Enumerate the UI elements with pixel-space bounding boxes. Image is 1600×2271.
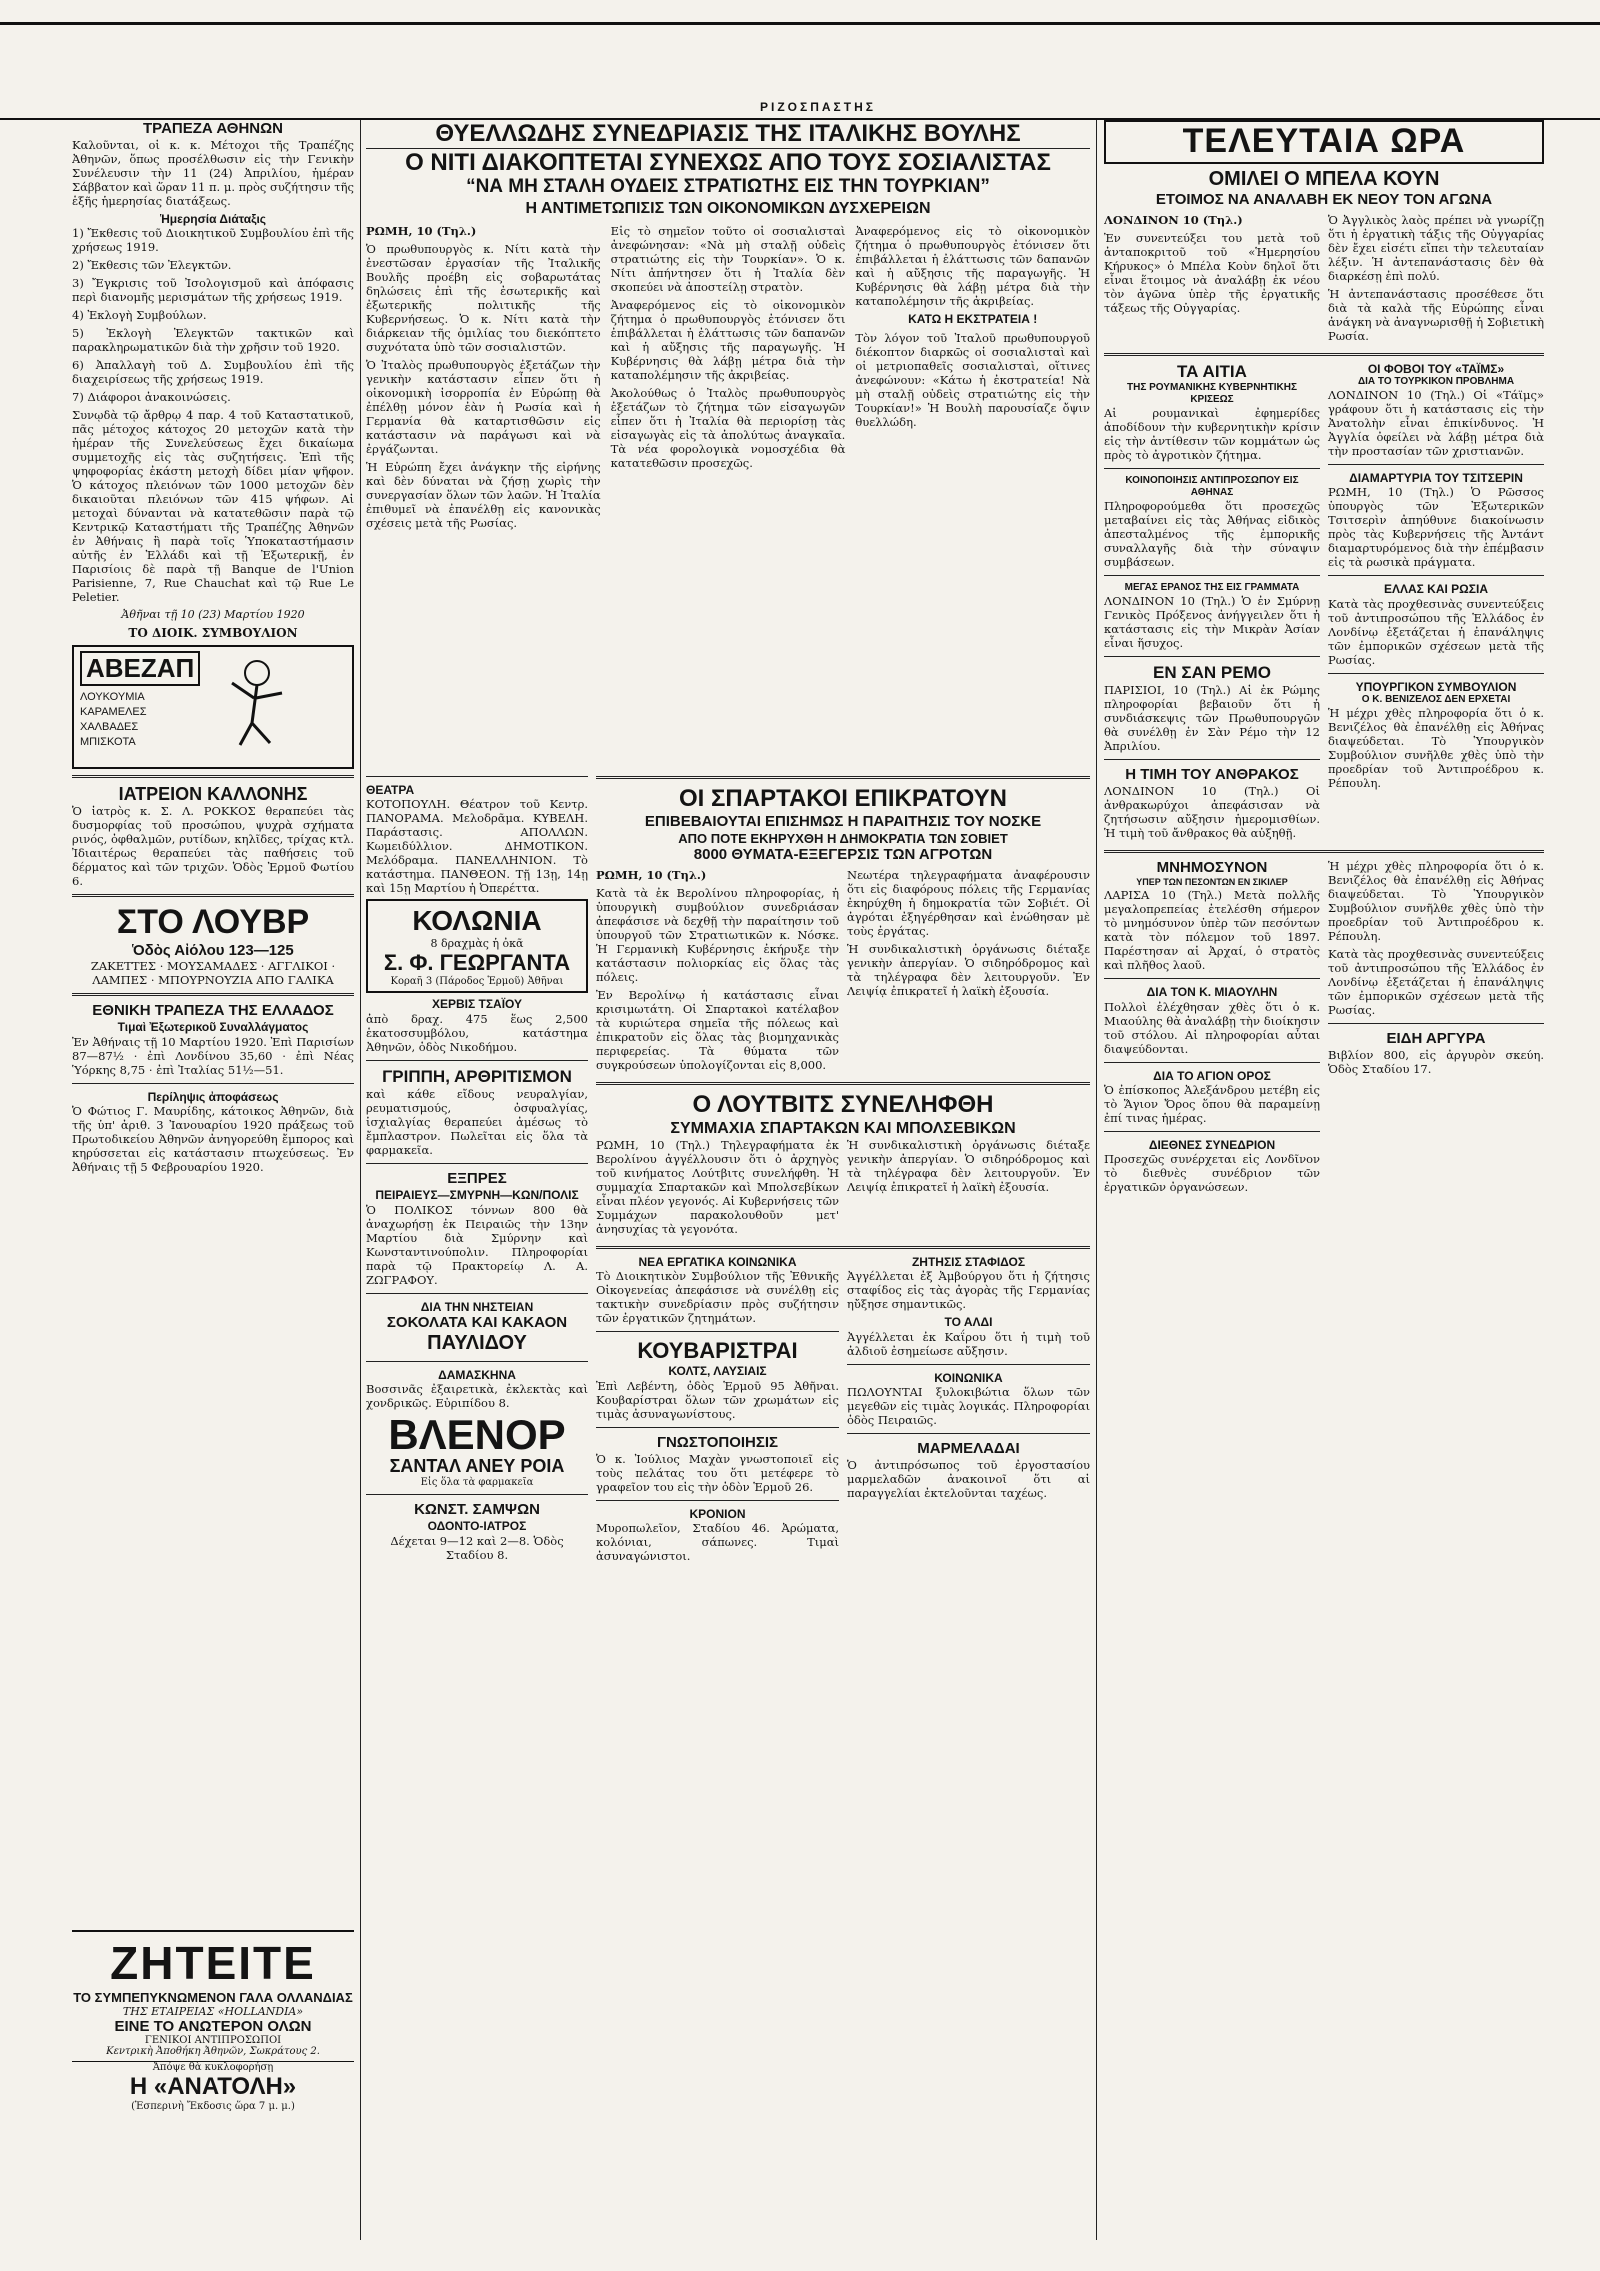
vlenor-title: ΒΛΕΝΟΡ bbox=[388, 1411, 566, 1459]
zitite-line: ΓΕΝΙΚΟΙ ΑΝΤΙΠΡΟΣΩΠΟΙ bbox=[144, 2035, 282, 2046]
article-paragraph: Ἀναφερόμενος εἰς τὸ οἰκονομικὸν ζήτημα ὁ πρωθυπουργὸς ἐτόνισεν ὅτι ἐπιβάλλεται ἡ ἐλάττωσις τῶν δαπανῶν καὶ ἡ αὔξησις τῆς παραγωγῆς. Ἡ Κυβέρνησις θὰ λάβῃ μέτρα διὰ τὴν καταπολέμησιν τῆς ἀκριβείας. bbox=[610, 298, 846, 383]
divider bbox=[1104, 1062, 1320, 1063]
main-top bbox=[366, 120, 1090, 770]
article-paragraph: Εἰς τὸ σημεῖον τοῦτο οἱ σοσιαλισταὶ ἀνεφώνησαν: «Νὰ μὴ σταλῇ οὐδεὶς στρατιώτης εἰς τὴν Τουρκίαν». Ὁ κ. Νίτι ἀπήντησεν ὅτι ἡ Ἰταλία δὲν σκοπεύει νὰ ἀποστείλῃ στρατὸν. bbox=[610, 224, 846, 295]
top-rule bbox=[0, 22, 1600, 25]
headline: ΑΠΟ ΠΟΤΕ ΕΚΗΡΥΧΘΗ Η ΔΗΜΟΚΡΑΤΙΑ ΤΩΝ ΣΟΒΙΕΤ bbox=[678, 830, 1008, 846]
samson-sub: ΟΔΟΝΤΟ-ΙΑΤΡΟΣ bbox=[427, 1519, 527, 1534]
article-paragraph: Ὁ ἀντιπρόσωπος τοῦ ἐργοστασίου μαρμελαδῶν ἀνακοινοῖ ὅτι αἱ παραγγελίαι ἐκτελοῦνται ταχέως. bbox=[847, 1458, 1090, 1501]
bank-intro: Καλοῦνται, οἱ κ. κ. Μέτοχοι τῆς Τραπέζης Ἀθηνῶν, ὅπως προσέλθωσιν εἰς τὴν Γενικὴν Συνέλευσιν τὴν 11 (24) Ἀπριλίου, ἡμέραν Σάββατον καὶ ὥραν 11 π. μ. πρὸς συζήτησιν τῆς ἑξῆς ἡμερησίας διατάξεως. bbox=[72, 138, 354, 208]
article-paragraph: Τὸ Διοικητικὸν Συμβούλιον τῆς Ἐθνικῆς Οἰκογενείας ἀπεφάσισε νὰ συνέλθῃ εἰς τακτικὴν συνεδρίασιν πρὸς συζήτησιν τῶν ἐργατικῶν ζητημάτων. bbox=[596, 1269, 839, 1326]
kolonia-sub: 8 δραχμὰς ἡ ὀκᾶ bbox=[430, 937, 524, 951]
kouv-sub: ΚΟΛΤΣ, ΛΑΥΣΙΑΙΣ bbox=[668, 1364, 767, 1379]
vlenor-sub: Εἰς ὅλα τὰ φαρμακεῖα bbox=[420, 1477, 534, 1489]
notice-title: Περίληψις ἀποφάσεως bbox=[147, 1089, 279, 1104]
subheading: ΚΟΙΝΩΝΙΚΑ bbox=[934, 1370, 1003, 1385]
column-left bbox=[72, 120, 354, 2240]
georganta-address: Κοραῆ 3 (Πάροδος Ἑρμοῦ) Ἀθῆναι bbox=[390, 976, 564, 988]
divider bbox=[72, 775, 354, 778]
subheading: ΤΗΣ ΡΟΥΜΑΝΙΚΗΣ ΚΥΒΕΡΝΗΤΙΚΗΣ ΚΡΙΣΕΩΣ bbox=[1127, 382, 1297, 406]
article-paragraph: ΛΟΝΔΙΝΟΝ 10 (Τηλ.) Ὁ ἐν Σμύρνῃ Γενικὸς Πρόξενος ἀνήγγειλεν ὅτι ἡ κατάστασις εἰς τὴν Μικρὰν Ἀσίαν εἶναι ἥσυχος. bbox=[1104, 594, 1320, 651]
anatoli-title: Η «ΑΝΑΤΟΛΗ» bbox=[129, 2073, 297, 2100]
agenda-item: 5) Ἐκλογὴ Ἐλεγκτῶν τακτικῶν καὶ παρακληρωματικῶν διὰ τὴν χρῆσιν τοῦ 1920. bbox=[72, 326, 354, 355]
anatoli-sub: (Ἑσπερινὴ Ἔκδοσις ὥρα 7 μ. μ.) bbox=[131, 2101, 295, 2112]
subheading: ΤΑ ΑΙΤΙΑ bbox=[1177, 361, 1247, 381]
expres-body: Ὁ ΠΟΛΙΚΟΣ τόννων 800 θὰ ἀναχωρήσῃ ἐκ Πειραιῶς τὴν 13ην Μαρτίου διὰ Σμύρνην καὶ Κωνσταντινούπολιν. Πληροφορίαι παρὰ τῷ Πρακτορείῳ Λ. Α. ΖΩΓΡΑΦΟΥ. bbox=[366, 1202, 588, 1287]
georganta-name: Σ. Φ. ΓΕΩΡΓΑΝΤΑ bbox=[383, 950, 571, 976]
headline: ΘΥΕΛΛΩΔΗΣ ΣΥΝΕΔΡΙΑΣΙΣ ΤΗΣ ΙΤΑΛΙΚΗΣ ΒΟΥΛΗΣ bbox=[366, 120, 1090, 149]
divider bbox=[72, 894, 354, 897]
kolonia-ad bbox=[366, 899, 588, 993]
subheading: ΚΟΙΝΟΠΟΙΗΣΙΣ ΑΝΤΙΠΡΟΣΩΠΟΥ ΕΙΣ ΑΘΗΝΑΣ bbox=[1125, 475, 1299, 499]
headline: Η ΑΝΤΙΜΕΤΩΠΙΣΙΣ ΤΩΝ ΟΙΚΟΝΟΜΙΚΩΝ ΔΥΣΧΕΡΕΙΩΝ bbox=[525, 199, 931, 217]
headline: ΤΕΛΕΥΤΑΙΑ ΩΡΑ bbox=[1104, 120, 1544, 164]
damaskina-body: Βοσσινᾶς ἐξαιρετικὰ, ἐκλεκτὰς καὶ χονδρικῶς. Εὐριπίδου 8. bbox=[366, 1382, 588, 1411]
headline: ΕΤΟΙΜΟΣ ΝΑ ΑΝΑΛΑΒΗ ΕΚ ΝΕΟΥ ΤΟΝ ΑΓΩΝΑ bbox=[1155, 190, 1493, 208]
headline: 8000 ΘΥΜΑΤΑ-ΕΞΕΓΕΡΣΙΣ ΤΩΝ ΑΓΡΟΤΩΝ bbox=[693, 846, 993, 864]
tsai-title: ΧΕΡΒΙΣ ΤΣΑΪΟΥ bbox=[431, 997, 523, 1012]
agenda-item: 7) Διάφοροι ἀνακοινώσεις. bbox=[72, 390, 231, 405]
subheading: ΜΑΡΜΕΛΑΔΑΙ bbox=[917, 1440, 1020, 1458]
article-paragraph: Ἡ συνδικαλιστικὴ ὀργάνωσις διέταξε γενικὴν ἀπεργίαν. Ὁ σιδηρόδρομος καὶ τὰ τηλέγραφα δὲν λειτουργοῦν. Ἐν Λειψίᾳ ἐπικρατεῖ ἡ λαϊκὴ ἐξουσία. bbox=[847, 942, 1090, 999]
article-paragraph: Μυροπωλεῖον, Σταδίου 46. Ἀρώματα, κολόνιαι, σάπωνες. Τιμαὶ ἀσυναγώνιστοι. bbox=[596, 1521, 839, 1564]
theatre-title: ΘΕΑΤΡΑ bbox=[366, 783, 415, 797]
cherub-illustration bbox=[212, 653, 302, 749]
abezap-item: ΛΟΥΚΟΥΜΙΑ bbox=[80, 690, 145, 703]
subheading: ΤΟ ΑΛΔΙ bbox=[944, 1315, 993, 1330]
article-paragraph: Ὁ ἐπίσκοπος Ἀλεξάνδρου μετέβη εἰς τὸ Ἅγιον Ὄρος ὅπου θὰ παραμείνῃ ἐπί τινας ἡμέρας. bbox=[1104, 1083, 1320, 1126]
article-paragraph: Πολλοὶ ἐλέχθησαν χθὲς ὅτι ὁ κ. Μιαούλης θὰ ἀναλάβῃ τὴν διοίκησιν τοῦ στόλου. Αἱ πληροφορίαι αὗται διαψεύδονται. bbox=[1104, 999, 1320, 1056]
agenda-item: 3) Ἔγκρισις τοῦ Ἰσολογισμοῦ καὶ ἀπόφασις περὶ διανομῆς μερισμάτων τῆς χρήσεως 1919. bbox=[72, 276, 354, 305]
agenda-item: 1) Ἔκθεσις τοῦ Διοικητικοῦ Συμβουλίου ἐπὶ τῆς χρήσεως 1919. bbox=[72, 226, 354, 255]
subheading: ΔΙΑ ΤΟ ΤΟΥΡΚΙΚΟΝ ΠΡΟΒΛΗΜΑ bbox=[1357, 376, 1515, 388]
headline: Ο ΝΙΤΙ ΔΙΑΚΟΠΤΕΤΑΙ ΣΥΝΕΧΩΣ ΑΠΟ ΤΟΥΣ ΣΟΣΙΑΛΙΣΤΑΣ bbox=[405, 148, 1051, 176]
article-paragraph: Ἡ μέχρι χθὲς πληροφορία ὅτι ὁ κ. Βενιζέλος θὰ ἐπανέλθῃ εἰς Ἀθήνας διαψεύδεται. Τὸ Ὑπουργικὸν Συμβούλιον συνῆλθε χθὲς ὑπὸ τὴν προεδρίαν τοῦ Ἀντιπροέδρου κ. Ρέπουλη. bbox=[1328, 859, 1544, 944]
subheading: ΚΡΟΝΙΟΝ bbox=[689, 1506, 746, 1521]
louvre-items: ΖΑΚΕΤΤΕΣ · ΜΟΥΣΑΜΑΔΕΣ · ΑΓΓΛΙΚΟΙ · ΛΑΜΠΕΣ · ΜΠΟΥΡΝΟΥΖΙΑ ΑΠΟ ΓΑΛΙΚΑ bbox=[90, 959, 336, 988]
samson-title: ΚΩΝΣΤ. ΣΑΜΨΩΝ bbox=[414, 1501, 540, 1519]
divider bbox=[1328, 575, 1544, 576]
subheading: ΕΛΛΑΣ ΚΑΙ ΡΩΣΙΑ bbox=[1383, 582, 1489, 597]
article-paragraph: Ἀγγέλλεται ἐξ Ἀμβούργου ὅτι ἡ ζήτησις σταφίδος εἰς τὰς ἀγορὰς τῆς Γερμανίας ηὔξησε σημαντικῶς. bbox=[847, 1269, 1090, 1312]
divider bbox=[1104, 759, 1320, 760]
article-paragraph: Ἡ συνδικαλιστικὴ ὀργάνωσις διέταξε γενικὴν ἀπεργίαν. Ὁ σιδηρόδρομος καὶ τὰ τηλέγραφα δὲν λειτουργοῦν. Ἐν Λειψίᾳ ἐπικρατεῖ ἡ λαϊκὴ ἐξουσία. bbox=[847, 1137, 1090, 1194]
zitite-line: ΤΟ ΣΥΜΠΕΠΥΚΝΩΜΕΝΟΝ ΓΑΛΑ ΟΛΛΑΝΔΙΑΣ bbox=[73, 1990, 353, 2005]
divider bbox=[1104, 656, 1320, 657]
louvre-title: ΣΤΟ ΛΟΥΒΡ bbox=[116, 903, 310, 942]
subheading: ΔΙΑ ΤΟΝ Κ. ΜΙΑΟΥΛΗΝ bbox=[1146, 985, 1278, 1000]
divider bbox=[596, 1246, 1090, 1249]
center-news bbox=[596, 770, 1090, 2240]
article-paragraph: ΛΑΡΙΣΑ 10 (Τηλ.) Μετὰ πολλῆς μεγαλοπρεπείας ἐτελέσθη σήμερον τὸ μνημόσυνον ὑπὲρ τῶν πεσόντων κατὰ τὸν πόλεμον τοῦ 1897. Παρέστησαν αἱ Ἀρχαί, ὁ στρατὸς καὶ πλῆθος λαοῦ. bbox=[1104, 888, 1320, 973]
divider bbox=[596, 1082, 1090, 1085]
zitite-line: ΤΗΣ ΕΤΑΙΡΕΙΑΣ «HOLLANDIA» bbox=[122, 2005, 304, 2018]
divider bbox=[596, 1427, 839, 1428]
kolonia-title: ΚΟΛΩΝΙΑ bbox=[412, 905, 542, 937]
sokolata-title: ΣΟΚΟΛΑΤΑ ΚΑΙ ΚΑΚΑΟΝ bbox=[386, 1313, 568, 1331]
zitite-title: ΖΗΤΕΙΤΕ bbox=[110, 1937, 316, 1989]
article-paragraph: Ὁ Ἀγγλικὸς λαὸς πρέπει νὰ γνωρίζῃ ὅτι ἡ ἐργατικὴ τάξις τῆς Οὐγγαρίας δὲν ἔχει εἰσέτι εἴπει τὴν τελευταίαν λέξιν. Ἡ ἀντεπανάστασις δὲν θὰ διαρκέσῃ ἐπὶ πολύ. bbox=[1328, 212, 1544, 283]
subheading: ΟΙ ΦΟΒΟΙ ΤΟΥ «ΤΑΪΜΣ» bbox=[1367, 361, 1505, 376]
divider bbox=[1328, 464, 1544, 465]
agenda-item: 4) Ἐκλογὴ Συμβούλων. bbox=[72, 308, 207, 323]
divider bbox=[847, 1364, 1090, 1365]
subheading: Ο Κ. ΒΕΝΙΖΕΛΟΣ ΔΕΝ ΕΡΧΕΤΑΙ bbox=[1361, 694, 1511, 706]
article-paragraph: ΛΟΝΔΙΝΟΝ 10 (Τηλ.) Οἱ «Τάϊμς» γράφουν ὅτι ἡ κατάστασις εἰς τὴν Ἀνατολὴν εἶναι ἐπικίνδυνος. Ἡ Ἀγγλία ὀφείλει νὰ λάβῃ μέτρα διὰ τὴν προστασίαν τῶν χριστιανῶν. bbox=[1328, 388, 1544, 459]
subheading: ΔΙΑ ΤΟ ΑΓΙΟΝ ΟΡΟΣ bbox=[1153, 1068, 1271, 1083]
damaskina-title: ΔΑΜΑΣΚΗΝΑ bbox=[438, 1367, 516, 1382]
kallonis-body: Ὁ ἰατρὸς κ. Σ. Λ. ΡΟΚΚΟΣ θεραπεύει τὰς δυσμορφίας τοῦ προσώπου, ψυχρὰ σχήματα ρινός, ὀφθαλμῶν, ρυτίδων, κηλῖδες, τρίχας κτλ. Ἰδιαιτέρως θεραπεύει τὰς παθήσεις τοῦ δέρματος καὶ τῶν τριχῶν. Ὁδὸς Ἑρμοῦ Φωτίου 6. bbox=[72, 804, 354, 889]
article-paragraph: Τὸν λόγον τοῦ Ἰταλοῦ πρωθυπουργοῦ διέκοπτον διαρκῶς οἱ σοσιαλισταὶ καὶ οἱ μετριοπαθεῖς σοσιαλισταὶ, οἵτινες ἀνεφώνουν: «Κάτω ἡ ἐκστρατεία! Νὰ μὴ σταλῇ οὐδεὶς στρατιώτης εἰς τὴν Τουρκίαν!» Ἡ Βουλὴ παρουσίαζε ὄψιν θυελλώδη. bbox=[855, 330, 1090, 429]
agenda-item: 2) Ἔκθεσις τῶν Ἐλεγκτῶν. bbox=[72, 258, 232, 273]
gripi-title: ΓΡΙΠΠΗ, ΑΡΘΡΙΤΙΣΜΟΝ bbox=[382, 1066, 572, 1086]
zitite-ad bbox=[72, 1930, 354, 2122]
divider bbox=[596, 776, 1090, 779]
divider bbox=[366, 1163, 588, 1164]
article-paragraph: Νεωτέρα τηλεγραφήματα ἀναφέρουσιν ὅτι εἰς διαφόρους πόλεις τῆς Γερμανίας ἐκηρύχθη ἡ δημοκρατία τῶν Σοβιέτ. Οἱ ἀγρόται ἐξηγέρθησαν καὶ ἐνώθησαν μὲ τοὺς ἐργάτας. bbox=[847, 868, 1090, 939]
louvre-address: Ὁδὸς Αἰόλου 123—125 bbox=[132, 942, 294, 960]
gripi-body: καὶ κάθε εἴδους νευραλγίαν, ρευματισμούς, ὀσφυαλγίας, ἰσχιαλγίας θεραπεύει ἀμέσως τὸ ἔμπλαστρον. Πωλεῖται εἰς ὅλα τὰ φαρμακεῖα. bbox=[366, 1087, 588, 1158]
subheading: ΖΗΤΗΣΙΣ ΣΤΑΦΙΔΟΣ bbox=[911, 1254, 1026, 1269]
article-paragraph: Ἀκολούθως ὁ Ἰταλὸς πρωθυπουργὸς ἐξετάζων τὸ ζήτημα τῶν εἰσαγωγῶν εἶπεν ὅτι ἡ Ἰταλία θὰ περιορίσῃ τὰς εἰσαγωγὰς εἰς τὰ ἀπολύτως ἀναγκαῖα. Τὰ νέα φορολογικὰ νομοσχέδια θὰ κατατεθῶσιν προσεχῶς. bbox=[610, 386, 846, 471]
abezap-ad bbox=[72, 645, 354, 769]
divider bbox=[1328, 1023, 1544, 1024]
article-paragraph: ΛΟΝΔΙΝΟΝ 10 (Τηλ.) Οἱ ἀνθρακωρύχοι ἀπεφάσισαν νὰ ζητήσωσιν αὔξησιν ἡμερομισθίων. Ἡ τιμὴ τοῦ ἄνθρακος θὰ αὐξηθῇ. bbox=[1104, 784, 1320, 841]
divider bbox=[1104, 575, 1320, 576]
abezap-title: ΑΒΕΖΑΠ bbox=[80, 651, 200, 686]
samson-body: Δέχεται 9—12 καὶ 2—8. Ὁδὸς Σταδίου 8. bbox=[390, 1533, 564, 1562]
subheading: ΜΕΓΑΣ ΕΡΑΝΟΣ ΤΗΣ ΕΙΣ ΓΡΑΜΜΑΤΑ bbox=[1124, 582, 1300, 594]
subheading: ΜΝΗΜΟΣΥΝΟΝ bbox=[1156, 859, 1268, 877]
article-paragraph: ΡΩΜΗ, 10 (Τηλ.) Ὁ Ρῶσσος ὑπουργὸς τῶν Ἐξωτερικῶν Τσιτσερὶν ἀπηύθυνε διακοίνωσιν πρὸς τὰς Κυβερνήσεις τῆς Ἀντάντ διαμαρτυρόμενος διὰ τὴν ἐπέμβασιν εἰς τὰ ρωσικὰ πράγματα. bbox=[1328, 485, 1544, 570]
divider bbox=[1104, 353, 1544, 356]
divider bbox=[72, 993, 354, 996]
article-paragraph: Βιβλίον 800, εἰς ἀργυρὸν σκεύη. Ὁδὸς Σταδίου 17. bbox=[1328, 1048, 1544, 1077]
santal-title: ΣΑΝΤΑΛ ΑΝΕΥ ΡΟΙΑ bbox=[389, 1456, 565, 1477]
kouv-body: Ἐπὶ Λεβέντη, ὁδὸς Ἑρμοῦ 95 Ἀθῆναι. Κουβαρίστραι ὅλων τῶν χρωμάτων εἰς τιμὰς ἀσυναγωνίστους. bbox=[596, 1378, 839, 1421]
subheading: ΥΠΕΡ ΤΩΝ ΠΕΣΟΝΤΩΝ ΕΝ ΣΙΚΙΛΕΡ bbox=[1136, 877, 1288, 888]
subheading: ΚΑΤΩ Η ΕΚΣΤΡΑΤΕΙΑ ! bbox=[908, 312, 1038, 327]
headline: Ο ΛΟΥΤΒΙΤΣ ΣΥΝΕΛΗΦΘΗ bbox=[692, 1091, 994, 1119]
theatre-body: ΚΟΤΟΠΟΥΛΗ. Θέατρον τοῦ Κεντρ. ΠΑΝΟΡΑΜΑ. Μελοδρᾶμα. ΚΥΒΕΛΗ. Παράστασις. ΑΠΟΛΛΩΝ. Κωμειδύλλιον. ΔΗΜΟΤΙΚΟΝ. Μελόδραμα. ΠΑΝΕΛΛΗΝΙΟΝ. Τὸ κατάστημα. ΠΑΝΘΕΟΝ. Τῇ 13ῃ, 14ῃ καὶ 15ῃ Μαρτίου ἡ Ὀπερέττα. bbox=[366, 797, 588, 896]
bank-signature: ΤΟ ΔΙΟΙΚ. ΣΥΜΒΟΥΛΙΟΝ bbox=[128, 626, 298, 641]
abezap-item: ΚΑΡΑΜΕΛΕΣ bbox=[80, 705, 147, 718]
divider bbox=[366, 1060, 588, 1061]
article-paragraph: Ἡ μέχρι χθὲς πληροφορία ὅτι ὁ κ. Βενιζέλος θὰ ἐπανέλθῃ εἰς Ἀθήνας διαψεύδεται. Τὸ Ὑπουργικὸν Συμβούλιον συνῆλθε χθὲς ὑπὸ τὴν προεδρίαν τοῦ Ἀντιπροέδρου κ. Ρέπουλη. bbox=[1328, 706, 1544, 791]
sokolata-pre: ΔΙΑ ΤΗΝ ΝΗΣΤΕΙΑΝ bbox=[420, 1299, 534, 1314]
divider bbox=[366, 1293, 588, 1294]
subheading: ΓΝΩΣΤΟΠΟΙΗΣΙΣ bbox=[656, 1433, 779, 1451]
subheading: ΕΝ ΣΑΝ ΡΕΜΟ bbox=[1153, 663, 1271, 683]
article-paragraph: Προσεχῶς συνέρχεται εἰς Λονδῖνον τὸ διεθνὲς συνέδριον τῶν ἐργατικῶν ὀργανώσεων. bbox=[1104, 1152, 1320, 1195]
divider bbox=[1104, 468, 1320, 469]
headline: “ΝΑ ΜΗ ΣΤΑΛΗ ΟΥΔΕΙΣ ΣΤΡΑΤΙΩΤΗΣ ΕΙΣ ΤΗΝ ΤΟΥΡΚΙΑΝ” bbox=[466, 176, 990, 198]
abezap-item: ΜΠΙΣΚΟΤΑ bbox=[80, 735, 136, 748]
article-paragraph: Αἱ ρουμανικαὶ ἐφημερίδες ἀποδίδουν τὴν κυβερνητικὴν κρίσιν εἰς τὴν ἀντίθεσιν τῶν κομμάτων ὡς πρὸς τὸ ἀγροτικὸν ζήτημα. bbox=[1104, 406, 1320, 463]
notice-body: Ὁ Φώτιος Γ. Μαυρίδης, κάτοικος Ἀθηνῶν, διὰ τῆς ὑπ' ἀριθ. 3 Ἰανουαρίου 1920 πράξεως τοῦ Πρωτοδικείου Ἀθηνῶν ἀνηγορεύθη ἔμπορος καὶ κηρύσσεται εἰς κατάστασιν πτωχεύσεως. Ἐν Ἀθήναις τῇ 5 Φεβρουαρίου 1920. bbox=[72, 1104, 354, 1175]
paidias-title: ΠΑΥΛΙΔΟΥ bbox=[427, 1331, 527, 1354]
zitite-line: Κεντρικὴ Ἀποθήκη Ἀθηνῶν, Σωκράτους 2. bbox=[106, 2046, 320, 2057]
column-ads bbox=[366, 770, 588, 2240]
expres-title: ΕΞΠΡΕΣ bbox=[447, 1170, 507, 1188]
bank-sign-date: Ἀθῆναι τῇ 10 (23) Μαρτίου 1920 bbox=[121, 608, 305, 622]
anatoli-pre: Ἀπόψε θὰ κυκλοφορήσῃ bbox=[72, 2061, 354, 2073]
column-right bbox=[1104, 120, 1544, 2240]
column-divider bbox=[1096, 120, 1097, 2240]
article-paragraph: Ἡ ἀντεπανάστασις προσέθεσε ὅτι διὰ τὰ καλὰ τῆς Εὐρώπης εἶναι ἀνάγκη νὰ ἀναγνωρισθῇ ἡ Σοβιετικὴ Ρωσία. bbox=[1328, 286, 1544, 343]
article-paragraph: Πληροφορούμεθα ὅτι προσεχῶς μεταβαίνει εἰς τὰς Ἀθήνας εἰδικὸς ἀπεσταλμένος τῆς ἐμπορικῆς συναλλαγῆς διὰ τὴν σύναψιν συμβάσεων. bbox=[1104, 499, 1320, 570]
subheading: ΝΕΑ ΕΡΓΑΤΙΚΑ ΚΟΙΝΩΝΙΚΑ bbox=[638, 1254, 797, 1269]
article-paragraph: Κατὰ τὰ ἐκ Βερολίνου πληροφορίας, ἡ ὑπουργικὴ συμβούλιον συνεδριάσαν ἀπεφάσισε νὰ δεχθῇ τὴν παραίτησιν τοῦ ὑπουργοῦ τῶν Στρατιωτικῶν κ. Νόσκε. Ἡ Γερμανικὴ Κυβέρνησις ἐκήρυξε τὴν κατάστασιν πολιορκίας εἰς ὅλας τὰς πόλεις. bbox=[596, 886, 839, 985]
ethniki-subtitle: Τιμαὶ Ἐξωτερικοῦ Συναλλάγματος bbox=[117, 1020, 309, 1035]
article-paragraph: Ἐν Βερολίνῳ ἡ κατάστασις εἶναι κρισιμωτάτη. Οἱ Σπαρτακοὶ κατέλαβον τὰ κυριώτερα σημεῖα τῆς πόλεως καὶ ἐπικρατοῦν εἰς ὅλας τὰς βιομηχανικὰς περιφερείας. Τὰ θύματα τῶν συγκρούσεων ὑπολογίζονται εἰς 8,000. bbox=[596, 988, 839, 1073]
bank-body: Συνῳδὰ τῷ ἄρθρῳ 4 παρ. 4 τοῦ Καταστατικοῦ, πᾶς μέτοχος κάτοχος 20 μετοχῶν κατὰ τὴν ἡμέραν τῆς Συνελεύσεως ἔχει δικαίωμα συμμετοχῆς εἰς τὰς συζητήσεις. Ἐπὶ τῆς ψηφοφορίας ἐκάστη μετοχὴ δίδει μίαν ψῆφον. Ὁ κάτοχος πλειόνων τῶν 1000 μετοχῶν δὲν δικαιοῦται πλειόνων τῶν 415 ψήφων. Αἱ μετοχαὶ δύνανται νὰ κατατεθῶσιν παρὰ τῷ Κεντρικῷ Καταστήματι τῆς Τραπέζης Ἀθηνῶν ἐν Ἀθήναις ἢ παρὰ τοῖς Ὑποκαταστήμασιν αὐτῆς ἐν Ἑλλάδι καὶ τῇ Ἐξωτερικῇ, ἐν Παρισίοις δὲ παρὰ τῇ Banque de l'Union Parisienne, 7, Rue Chauchat καὶ τῷ Rue Le Peletier. bbox=[72, 408, 354, 605]
headline: ΕΠΙΒΕΒΑΙΟΥΤΑΙ ΕΠΙΣΗΜΩΣ Η ΠΑΡΑΙΤΗΣΙΣ ΤΟΥ ΝΟΣΚΕ bbox=[644, 812, 1042, 830]
article-paragraph: Κατὰ τὰς προχθεσινὰς συνεντεύξεις τοῦ ἀντιπροσώπου τῆς Ἑλλάδος ἐν Λονδίνῳ ἐξετάζεται ἡ ἐπανάληψις τῶν ἐμπορικῶν σχέσεων μετὰ τῆς Ρωσίας. bbox=[1328, 596, 1544, 667]
masthead-name: ΡΙΖΟΣΠΑΣΤΗΣ bbox=[760, 100, 876, 114]
article-paragraph: Ἐν συνεντεύξει του μετὰ τοῦ ἀνταποκριτοῦ τοῦ «Ἡμερησίου Κήρυκος» ὁ Μπέλα Κοὺν δηλοῖ ὅτι εἶναι ἕτοιμος νὰ ἀναλάβῃ ἐκ νέου τὸν ἀγῶνα ὑπὲρ τῆς ἐργατικῆς τάξεως τῆς Οὐγγαρίας. bbox=[1104, 230, 1320, 315]
expres-route: ΠΕΙΡΑΙΕΥΣ—ΣΜΥΡΝΗ—ΚΩΝ/ΠΟΛΙΣ bbox=[375, 1188, 579, 1203]
divider bbox=[1104, 850, 1544, 853]
dateline: ΡΩΜΗ, 10 (Τηλ.) bbox=[366, 224, 477, 239]
article-paragraph: Ἀναφερόμενος εἰς τὸ οἰκονομικὸν ζήτημα ὁ πρωθυπουργὸς ἐτόνισεν ὅτι ἐπιβάλλεται ἡ ἐλάττωσις τῶν δαπανῶν καὶ ἡ αὔξησις τῆς παραγωγῆς. Ἡ Κυβέρνησις θὰ λάβῃ μέτρα διὰ τὴν καταπολέμησιν τῆς ἀκριβείας. bbox=[855, 224, 1090, 309]
article-paragraph: ΡΩΜΗ, 10 (Τηλ.) Τηλεγραφήματα ἐκ Βερολίνου ἀγγέλλουσιν ὅτι ὁ ἀρχηγὸς τοῦ κινήματος Λούτβιτς συνελήφθη. Ἡ συμμαχία Σπαρτακῶν καὶ Μπολσεβίκων εἶναι πλέον γεγονός. Αἱ Κυβερνήσεις τῶν Συμμάχων παρακολουθοῦν μετ' ἀνησυχίας τὰ γεγονότα. bbox=[596, 1137, 839, 1236]
divider bbox=[366, 776, 588, 777]
divider bbox=[72, 1083, 354, 1084]
column-divider bbox=[360, 120, 361, 2240]
masthead bbox=[0, 98, 1600, 120]
ethniki-title: ΕΘΝΙΚΗ ΤΡΑΠΕΖΑ ΤΗΣ ΕΛΛΑΔΟΣ bbox=[92, 1002, 334, 1020]
dateline: ΛΟΝΔΙΝΟΝ 10 (Τηλ.) bbox=[1104, 212, 1243, 227]
agenda-title: Ἡμερησία Διάταξις bbox=[159, 212, 267, 226]
article-paragraph: Ὁ κ. Ἰούλιος Μαχὰν γνωστοποιεῖ εἰς τοὺς πελάτας του ὅτι μετέφερε τὸ γραφεῖον του εἰς τὴν ὁδὸν Ἑρμοῦ 26. bbox=[596, 1451, 839, 1494]
headline: ΣΥΜΜΑΧΙΑ ΣΠΑΡΤΑΚΩΝ ΚΑΙ ΜΠΟΛΣΕΒΙΚΩΝ bbox=[670, 1119, 1016, 1137]
dateline: ΡΩΜΗ, 10 (Τηλ.) bbox=[596, 868, 707, 883]
divider bbox=[1328, 673, 1544, 674]
subheading: Η ΤΙΜΗ ΤΟΥ ΑΝΘΡΑΚΟΣ bbox=[1125, 766, 1299, 784]
article-paragraph: ΠΑΡΙΣΙΟΙ, 10 (Τηλ.) Αἱ ἐκ Ρώμης πληροφορίαι βεβαιοῦν ὅτι ἡ συνδιάσκεψις τῶν Πρωθυπουργῶν θὰ συνέλθῃ ἐν Σὰν Ρέμο τὴν 12 Ἀπριλίου. bbox=[1104, 683, 1320, 754]
article-paragraph: ΠΩΛΟΥΝΤΑΙ ξυλοκιβώτια ὅλων τῶν μεγεθῶν εἰς τιμὰς λογικάς. Πληροφορίαι ὁδὸς Πειραιῶς. bbox=[847, 1385, 1090, 1428]
article-paragraph: Ἡ Εὐρώπη ἔχει ἀνάγκην τῆς εἰρήνης καὶ δὲν δύναται νὰ ζήσῃ χωρὶς τὴν συνεργασίαν ὅλων τῶν λαῶν. Ἡ Ἰταλία ἐπιθυμεῖ νὰ ἐπανέλθῃ εἰς κανονικὰς σχέσεις μετὰ τῆς Ρωσίας. bbox=[366, 460, 601, 531]
divider bbox=[847, 1433, 1090, 1434]
divider bbox=[366, 1361, 588, 1362]
kouv-title: ΚΟΥΒΑΡΙΣΤΡΑΙ bbox=[637, 1338, 798, 1364]
ethniki-body: Ἐν Ἀθήναις τῇ 10 Μαρτίου 1920. Ἐπὶ Παρισίων 87—87½ · ἐπὶ Λονδίνου 35,60 · ἐπὶ Νέας Ὑόρκης 8,75 · ἐπὶ Ἰταλίας 51½—51. bbox=[72, 1034, 354, 1077]
subheading: ΔΙΑΜΑΡΤΥΡΙΑ ΤΟΥ ΤΣΙΤΣΕΡΙΝ bbox=[1349, 471, 1523, 486]
divider bbox=[1104, 1131, 1320, 1132]
abezap-item: ΧΑΛΒΑΔΕΣ bbox=[80, 720, 139, 733]
article-paragraph: Ὁ πρωθυπουργὸς κ. Νίτι κατὰ τὴν ἐνεστῶσαν ἐργασίαν τῆς Ἰταλικῆς Βουλῆς προέβη εἰς σοβαρωτάτας δηλώσεις ἐπὶ τῆς ἐσωτερικῆς καὶ ἐξωτερικῆς πολιτικῆς τῆς Κυβερνήσεως. Ὁ κ. Νίτι κατὰ τὴν διάρκειαν τῆς ὁμιλίας του διεκόπτετο συχνότατα ὑπὸ τῶν σοσιαλιστῶν. bbox=[366, 242, 601, 355]
subheading: ΕΙΔΗ ΑΡΓΥΡΑ bbox=[1386, 1030, 1486, 1048]
subheading: ΥΠΟΥΡΓΙΚΟΝ ΣΥΜΒΟΥΛΙΟΝ bbox=[1355, 679, 1517, 694]
subheading: ΔΙΕΘΝΕΣ ΣΥΝΕΔΡΙΟΝ bbox=[1148, 1138, 1276, 1153]
headline: ΟΜΙΛΕΙ Ο ΜΠΕΛΑ ΚΟΥΝ bbox=[1208, 167, 1440, 190]
headline: ΟΙ ΣΠΑΡΤΑΚΟΙ ΕΠΙΚΡΑΤΟΥΝ bbox=[679, 785, 1007, 812]
divider bbox=[1104, 978, 1320, 979]
article-paragraph: Ὁ Ἰταλὸς πρωθυπουργὸς ἐξετάζων τὴν γενικὴν κατάστασιν εἶπεν ὅτι ἡ οἰκονομικὴ ἰσορροπία ἐν Εὐρώπῃ θὰ ἐπέλθῃ μόνον ἐὰν ἡ Ρωσία καὶ ἡ Γερμανία θὰ καταρτισθῶσιν εἰς κατάστασιν νὰ παράγωσι καὶ νὰ ἐργάζωνται. bbox=[366, 358, 601, 457]
divider bbox=[596, 1331, 839, 1332]
article-paragraph: Κατὰ τὰς προχθεσινὰς συνεντεύξεις τοῦ ἀντιπροσώπου τῆς Ἑλλάδος ἐν Λονδίνῳ ἐξετάζεται ἡ ἐπανάληψις τῶν ἐμπορικῶν σχέσεων μετὰ τῆς Ρωσίας. bbox=[1328, 947, 1544, 1018]
article-paragraph: Ἀγγέλλεται ἐκ Καΐρου ὅτι ἡ τιμὴ τοῦ ἀλδιοῦ ἐσημείωσε αὔξησιν. bbox=[847, 1329, 1090, 1358]
divider bbox=[596, 1500, 839, 1501]
tsai-body: ἀπὸ δραχ. 475 ἕως 2,500 ἑκατοσσυμβόλου, κατάστημα Ἀθηνῶν, ὁδὸς Νικοδήμου. bbox=[366, 1011, 588, 1054]
zitite-line: ΕΙΝΕ ΤΟ ΑΝΩΤΕΡΟΝ ΟΛΩΝ bbox=[114, 2018, 312, 2035]
agenda-item: 6) Ἀπαλλαγὴ τοῦ Δ. Συμβουλίου ἐπὶ τῆς διαχειρίσεως τῆς χρήσεως 1919. bbox=[72, 358, 354, 387]
bank-title: ΤΡΑΠΕΖΑ ΑΘΗΝΩΝ bbox=[143, 120, 283, 137]
kallonis-title: ΙΑΤΡΕΙΟΝ ΚΑΛΛΟΝΗΣ bbox=[118, 783, 308, 804]
divider bbox=[366, 1494, 588, 1495]
